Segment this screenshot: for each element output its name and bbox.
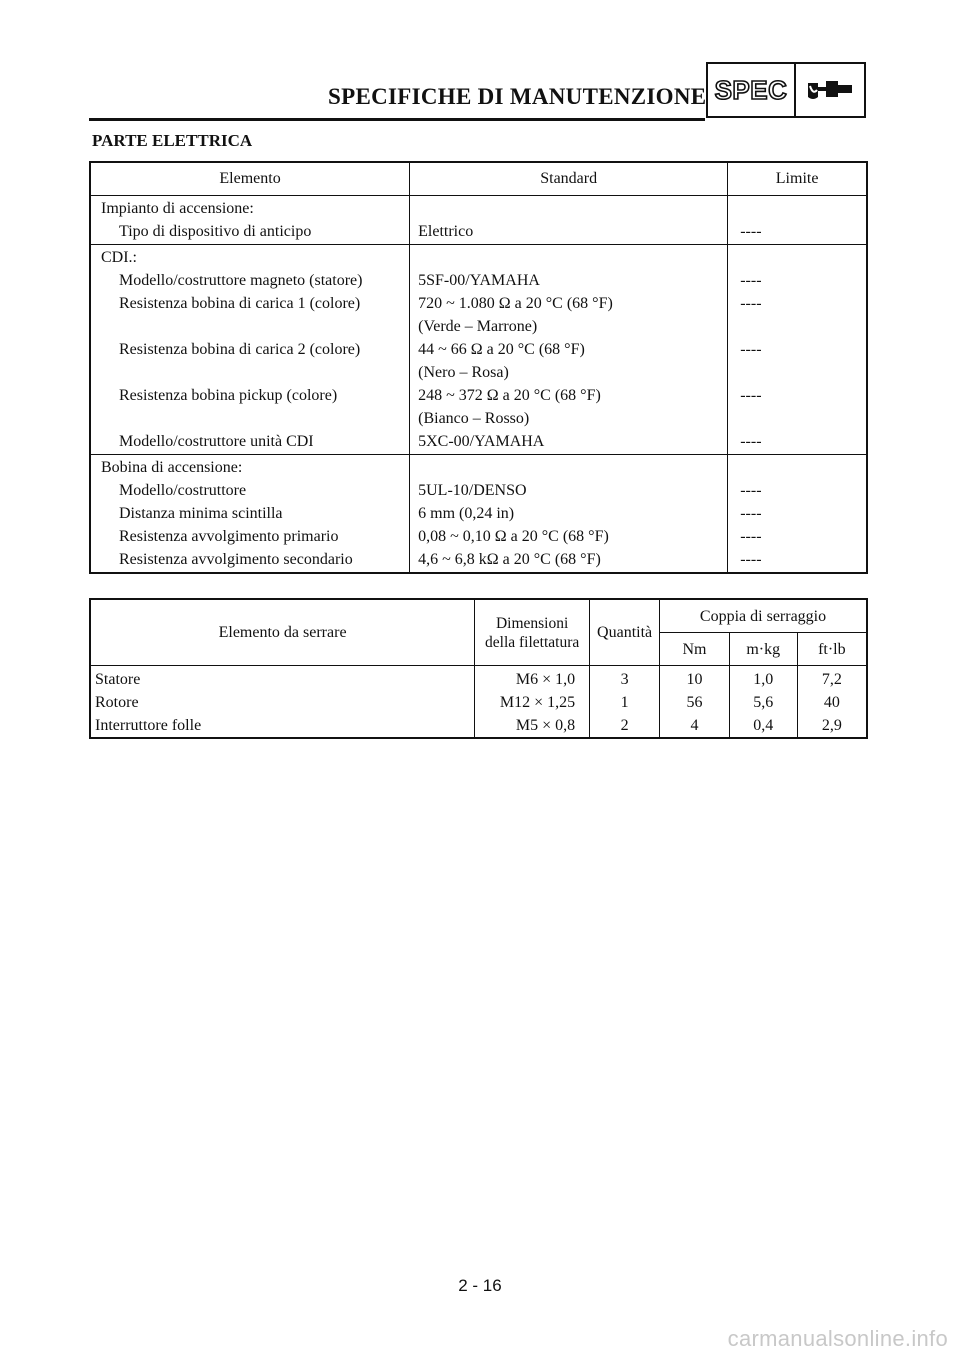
column-header-standard: Standard [410, 162, 728, 196]
limit-value: ---- [740, 505, 762, 522]
wrench-icon [796, 64, 864, 116]
table-group-bobina [90, 455, 867, 574]
ftlb-cell: 7,2 [821, 671, 842, 688]
limit-value: ---- [740, 482, 762, 499]
nm-cell: 10 [660, 666, 730, 692]
column-header-torque: Coppia di serraggio [660, 599, 867, 633]
limit-value: ---- [740, 223, 762, 240]
standard-value: 5XC-00/YAMAHA [418, 433, 545, 450]
column-header-thread [475, 599, 590, 666]
item-label: Resistenza avvolgimento secondario [119, 551, 353, 568]
group-heading: Impianto di accensione: [101, 200, 254, 217]
item-cell: Interruttore folle [90, 714, 475, 738]
item-label: Resistenza bobina di carica 2 (colore) [119, 341, 361, 358]
standard-value: 44 ~ 66 Ω a 20 °C (68 °F) [418, 341, 585, 358]
limit-value: ---- [740, 295, 762, 312]
standard-value: 720 ~ 1.080 Ω a 20 °C (68 °F) [418, 295, 613, 312]
limit-value: ---- [740, 272, 762, 289]
mkg-cell: 0,4 [729, 714, 797, 738]
standard-value: 4,6 ~ 6,8 kΩ a 20 °C (68 °F) [418, 551, 601, 568]
item-label: Resistenza bobina pickup (colore) [119, 387, 338, 404]
standard-value: 5UL-10/DENSO [418, 482, 527, 499]
column-header-nm: Nm [660, 633, 730, 666]
ftlb-cell: 40 [823, 694, 840, 711]
title-underline [89, 118, 705, 121]
ftlb-cell: 2,9 [821, 717, 842, 734]
thread-cell: M5 × 0,8 [475, 714, 590, 738]
group-heading: Bobina di accensione: [101, 459, 243, 476]
item-label: Modello/costruttore unità CDI [119, 433, 314, 450]
limit-value: ---- [740, 528, 762, 545]
thread-cell: M6 × 1,0 [475, 666, 590, 692]
mkg-cell: 1,0 [729, 666, 797, 692]
limit-value: ---- [740, 551, 762, 568]
page-number: 2 - 16 [458, 1276, 502, 1295]
spec-badge [706, 62, 866, 118]
column-header-item: Elemento da serrare [90, 599, 475, 666]
spec-table [89, 161, 868, 574]
item-label: Modello/costruttore magneto (statore) [119, 272, 363, 289]
limit-value: ---- [740, 387, 762, 404]
item-label: Distanza minima scintilla [119, 505, 283, 522]
section-title: PARTE ELETTRICA [92, 131, 253, 150]
spec-badge-label: SPEC [708, 64, 796, 116]
qty-cell: 1 [590, 691, 660, 714]
page-title: SPECIFICHE DI MANUTENZIONE [328, 84, 707, 109]
watermark: carmanualsonline.info [727, 1326, 948, 1351]
standard-value: Elettrico [418, 223, 474, 240]
item-label: Modello/costruttore [119, 482, 247, 499]
table-group-impianto [90, 196, 867, 245]
qty-cell: 2 [590, 714, 660, 738]
table-row [90, 714, 867, 738]
column-header-limite: Limite [728, 162, 867, 196]
item-cell: Statore [90, 666, 475, 692]
group-heading: CDI.: [101, 249, 137, 266]
standard-value-color: (Bianco – Rosso) [418, 410, 530, 427]
torque-table [89, 598, 868, 739]
standard-value: 6 mm (0,24 in) [418, 505, 515, 522]
table-row [90, 691, 867, 714]
limit-value: ---- [740, 341, 762, 358]
standard-value: 5SF-00/YAMAHA [418, 272, 540, 289]
column-header-qty: Quantità [590, 599, 660, 666]
item-label: Tipo di dispositivo di anticipo [119, 223, 312, 240]
column-header-ftlb: ft·lb [797, 633, 867, 666]
table-row [90, 666, 867, 692]
thread-header-label: Dimensioni della filettatura [485, 614, 580, 651]
nm-cell: 4 [660, 714, 730, 738]
qty-cell: 3 [590, 666, 660, 692]
item-cell: Rotore [90, 691, 475, 714]
thread-cell: M12 × 1,25 [475, 691, 590, 714]
standard-value-color: (Verde – Marrone) [418, 318, 538, 335]
nm-cell: 56 [660, 691, 730, 714]
column-header-mkg: m·kg [729, 633, 797, 666]
column-header-elemento: Elemento [90, 162, 410, 196]
limit-value: ---- [740, 433, 762, 450]
standard-value-color: (Nero – Rosa) [418, 364, 509, 381]
standard-value: 0,08 ~ 0,10 Ω a 20 °C (68 °F) [418, 528, 609, 545]
item-label: Resistenza avvolgimento primario [119, 528, 339, 545]
item-label: Resistenza bobina di carica 1 (colore) [119, 295, 361, 312]
mkg-cell: 5,6 [729, 691, 797, 714]
table-group-cdi [90, 245, 867, 455]
standard-value: 248 ~ 372 Ω a 20 °C (68 °F) [418, 387, 601, 404]
